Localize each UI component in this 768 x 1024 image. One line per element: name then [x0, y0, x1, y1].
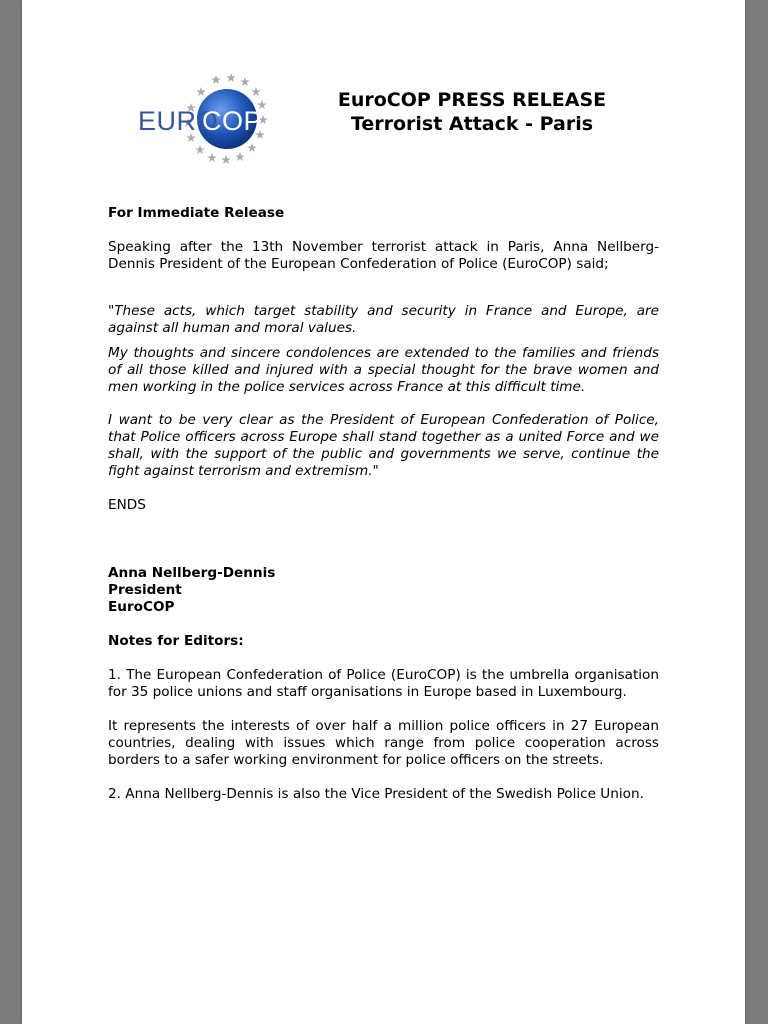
release-label: For Immediate Release [108, 205, 285, 221]
note-2: 2. Anna Nellberg-Dennis is also the Vice President of the Swedish Police Union. [108, 786, 644, 802]
intro-paragraph: Speaking after the 13th November terrorist attack in Paris, Anna Nellberg-Dennis President of the European Confederation of Police (EuroCOP) said; [108, 239, 659, 272]
ends-marker: ENDS [108, 497, 146, 513]
quote-paragraph-3: I want to be very clear as the President of European Confederation of Police, that Police officers across Europe shall stand together as a united Force and we shall, with the support of the public and governments we serve, continue the fight against terrorism and extremism." [108, 412, 659, 479]
logo-text-cop: COP [202, 106, 263, 136]
title-line-1: EuroCOP PRESS RELEASE [337, 89, 607, 111]
note-1: 1. The European Confederation of Police (EuroCOP) is the umbrella organisation for 35 police unions and staff organisations in Europe based in Luxembourg. [108, 667, 659, 700]
title-line-2: Terrorist Attack - Paris [350, 113, 594, 135]
note-1b: It represents the interests of over half a million police officers in 27 European countries, dealing with issues which range from police cooperation across borders to a safer working environment for police officers on the streets. [108, 718, 659, 768]
signature-name: Anna Nellberg-Dennis [108, 565, 276, 581]
document-page[interactable] [22, 0, 745, 1024]
release-body [108, 205, 659, 803]
quote-paragraph-2: My thoughts and sincere condolences are extended to the families and friends of all those killed and injured with a special thought for the brave women and men working in the police services across France at this difficult time. [108, 345, 659, 395]
notes-heading: Notes for Editors: [108, 633, 244, 649]
eurocop-logo [114, 70, 274, 170]
press-release-title [317, 88, 627, 136]
logo-text-euro: EURO [138, 106, 219, 136]
quote-paragraph-1: "These acts, which target stability and security in France and Europe, are against all human and moral values. [108, 303, 659, 336]
signature-role: President [108, 582, 182, 598]
signature-org: EuroCOP [108, 599, 175, 615]
